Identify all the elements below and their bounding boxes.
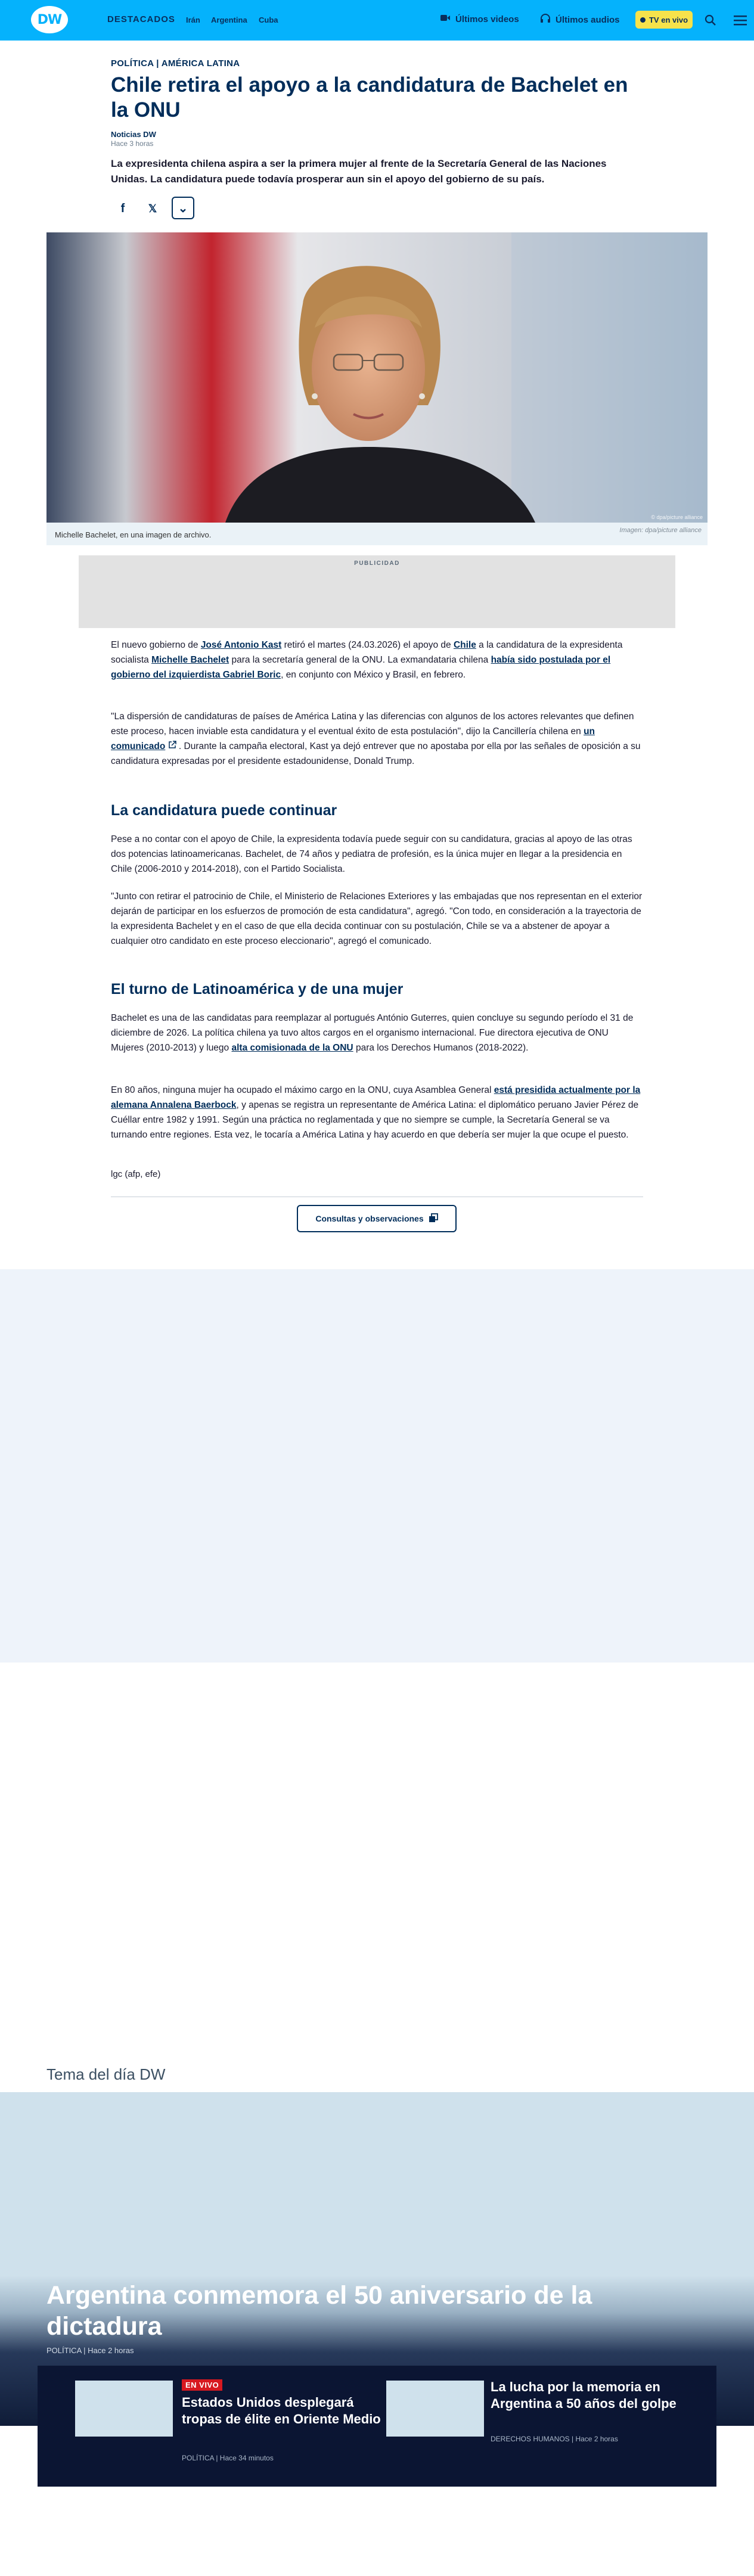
link-jose-antonio-kast[interactable]: José Antonio Kast <box>200 640 282 650</box>
text-span: para la secretaría general de la ONU. La exmandataria chilena <box>229 655 491 665</box>
latest-audios-label: Últimos audios <box>556 14 620 25</box>
related-meta-2: DERECHOS HUMANOS | Hace 2 horas <box>491 2435 618 2443</box>
logo-text: DW <box>37 12 62 27</box>
article-paragraph-5 <box>111 1011 643 1055</box>
live-dot-icon <box>640 17 646 23</box>
article-paragraph-1 <box>111 638 643 682</box>
related-title-2[interactable]: La lucha por la memoria en Argentina a 50 años del golpe <box>491 2379 677 2411</box>
live-badge: EN VIVO <box>182 2379 222 2391</box>
text-span: Bachelet es una de las candidatas para reemplazar al portugués António Guterres, quien concluye su segundo período el 31 de diciembre de 2026. La política chilena ya tuvo altos cargos en el organismo internacional. Fue directora ejecutiva de ONU Mujeres (2010-2013) y luego <box>111 1013 634 1053</box>
nav-item-iran[interactable]: Irán <box>186 15 200 24</box>
text-span: , en conjunto con México y Brasil, en febrero. <box>281 670 466 680</box>
text-span: a la candidatura de la expresidenta socialista <box>111 640 623 665</box>
image-caption: Michelle Bachelet, en una imagen de archivo. <box>55 530 212 539</box>
top-navigation-bar <box>0 0 754 41</box>
tema-del-dia-heading: Tema del día DW <box>46 2065 166 2083</box>
x-share-button[interactable] <box>141 197 165 220</box>
facebook-share-button[interactable] <box>111 197 135 220</box>
article-author[interactable]: Noticias DW <box>111 130 156 139</box>
dw-logo[interactable] <box>31 6 68 33</box>
related-thumbnail-2[interactable] <box>386 2381 484 2437</box>
feedback-label: Consultas y observaciones <box>315 1214 424 1223</box>
external-link-icon <box>168 741 176 751</box>
bachelet-portrait-illustration <box>46 232 708 523</box>
tv-live-button[interactable] <box>635 11 693 29</box>
text-span: , y apenas se registra un representante de América Latina: el diplomático peruano Javier Pérez de Cuéllar entre 1982 y 1991. Según una práctica no reglamentada y que no siempre se cumple, la Secretaría General se va turnando entre regiones. Esta vez, le tocaría a América Latina y hay acuerdo en que debería ser mujer la que ocupe el puesto. <box>111 1100 639 1140</box>
link-alta-comisionada[interactable]: alta comisionada de la ONU <box>231 1043 353 1053</box>
link-boric-nomination[interactable]: había sido postulada por el gobierno del izquierdista Gabriel Boric <box>111 655 611 680</box>
article-headline: Chile retira el apoyo a la candidatura de Bachelet en la ONU <box>111 73 628 122</box>
link-comunicado[interactable]: un comunicado <box>111 726 595 751</box>
section-heading-2: El turno de Latinoamérica y de una mujer <box>111 981 404 998</box>
chevron-down-icon: ⌄ <box>178 201 188 215</box>
tv-live-label: TV en vivo <box>648 15 688 24</box>
article-hero-image <box>46 232 708 523</box>
link-chile[interactable]: Chile <box>453 640 476 650</box>
latest-videos-link[interactable] <box>440 14 519 24</box>
link-baerbock[interactable]: está presidida actualmente por la alemana Annalena Baerbock <box>111 1085 641 1110</box>
article-lead: La expresidenta chilena aspira a ser la primera mujer al frente de la Secretaría General de las Naciones Unidas. La candidatura puede todavía prosperar aun sin el apoyo del gobierno de su país. <box>111 158 607 185</box>
nav-item-argentina[interactable]: Argentina <box>211 15 247 24</box>
related-title-1[interactable]: Estados Unidos desplegará tropas de élite en Oriente Medio <box>182 2395 381 2426</box>
article-paragraph-3: Pese a no contar con el apoyo de Chile, la expresidenta todavía puede seguir con su candidatura, gracias al apoyo de las otras dos potencias latinoamericanas. Bachelet, de 74 años y pediatra de profesión, es la única mujer en llegar a la presidencia en Chile (2006-2010 y 2014-2018), con el Partido Socialista. <box>111 834 632 874</box>
section-heading-1: La candidatura puede continuar <box>111 802 337 819</box>
text-span: retiró el martes (24.03.2026) el apoyo de <box>281 640 454 650</box>
article-timestamp: Hace 3 horas <box>111 139 154 148</box>
video-camera-icon <box>440 14 451 24</box>
text-span: para los Derechos Humanos (2018-2022). <box>353 1043 529 1053</box>
image-credit: Imagen: dpa/picture alliance <box>619 527 702 534</box>
facebook-icon: f <box>120 201 125 215</box>
nav-section-label[interactable]: DESTACADOS <box>107 14 175 24</box>
text-span: . Durante la campaña electoral, Kast ya dejó entrever que no apostaba por ella por las señales de oposición a su candidatura expresadas por el presidente estadounidense, Donald Trump. <box>111 741 641 766</box>
article-paragraph-4: "Junto con retirar el patrocinio de Chile, el Ministerio de Relaciones Exteriores y las embajadas que nos representan en el exterior dejarán de participar en los esfuerzos de promoción de esta candidatura", agregó. "Con todo, en consideración a la trayectoria de la expresidenta Bachelet y en el caso de que ella decida continuar con su postulación, Chile se va a abstener de apoyar a cualquier otro candidato en este proceso eleccionario", agregó el comunicado. <box>111 891 643 946</box>
related-thumbnail-1[interactable] <box>75 2381 173 2437</box>
text-span: "La dispersión de candidaturas de países de América Latina y las diferencias con algunos de los actores relevantes que definen este proceso, hacen inviable esta candidatura y el eventual éxito de esta postulación", dijo la Cancillería chilena en <box>111 711 634 737</box>
menu-icon[interactable] <box>733 13 747 27</box>
ad-label: PUBLICIDAD <box>354 560 400 567</box>
x-icon: 𝕏 <box>148 202 157 215</box>
image-watermark: © dpa/picture alliance <box>651 514 703 520</box>
feedback-button[interactable] <box>297 1205 457 1232</box>
related-meta-1: POLÍTICA | Hace 34 minutos <box>182 2454 274 2462</box>
search-icon[interactable] <box>703 13 718 27</box>
feature-teaser-meta: POLÍTICA | Hace 2 horas <box>46 2346 134 2355</box>
article-kicker[interactable]: POLÍTICA | AMÉRICA LATINA <box>111 58 240 69</box>
link-michelle-bachelet[interactable]: Michelle Bachelet <box>151 655 229 665</box>
more-share-button[interactable] <box>172 197 194 219</box>
feature-teaser-title[interactable]: Argentina conmemora el 50 aniversario de la dictadura <box>46 2281 592 2341</box>
nav-item-cuba[interactable]: Cuba <box>259 15 278 24</box>
text-span: El nuevo gobierno de <box>111 640 201 650</box>
text-span: En 80 años, ninguna mujer ha ocupado el máximo cargo en la ONU, cuya Asamblea General <box>111 1085 494 1095</box>
latest-videos-label: Últimos videos <box>455 14 519 24</box>
article-signature: lgc (afp, efe) <box>111 1169 161 1179</box>
copy-icon <box>429 1213 438 1225</box>
article-paragraph-2 <box>111 709 643 769</box>
article-paragraph-6 <box>111 1083 643 1142</box>
advertisement-slot[interactable] <box>79 555 675 628</box>
ad-placeholder-band <box>0 1269 754 1663</box>
latest-audios-link[interactable] <box>540 14 620 26</box>
headphones-icon <box>540 14 551 26</box>
